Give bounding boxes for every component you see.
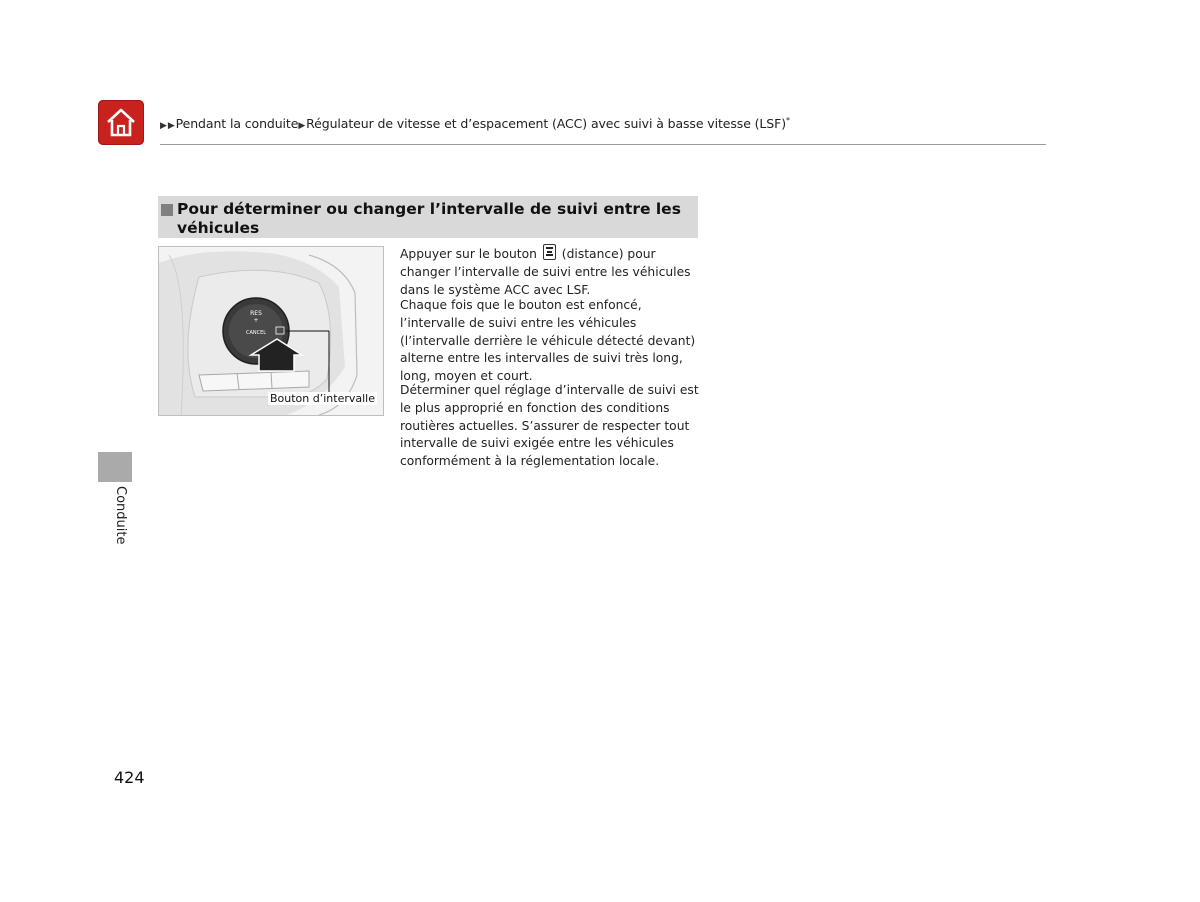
section-title: Pour déterminer ou changer l’intervalle de suivi entre les véhicules xyxy=(177,200,681,237)
breadcrumb-arrow-icon: ▶ xyxy=(167,121,175,132)
section-marker-icon xyxy=(161,204,173,216)
breadcrumb-item-acc[interactable]: Régulateur de vitesse et d’espacement (ACC) avec suivi à basse vitesse (LSF) xyxy=(306,116,787,132)
breadcrumb-item-conduite[interactable]: Pendant la conduite xyxy=(175,116,299,132)
home-icon xyxy=(104,106,138,139)
breadcrumb-arrow-icon: ▶ xyxy=(298,121,306,132)
chapter-label: Conduite xyxy=(113,486,128,545)
header-divider xyxy=(160,144,1046,145)
distance-icon xyxy=(543,244,556,260)
instruction-text-after: (distance) pour changer l’intervalle de suivi entre les véhicules dans le système ACC avec LSF. xyxy=(400,247,691,297)
interval-cycle-paragraph: Chaque fois que le bouton est enfoncé, l’intervalle de suivi entre les véhicules (l’intervalle derrière le véhicule détecté devant) alterne entre les intervalles de suivi très long, long, moyen et court. xyxy=(400,298,696,384)
option-mark: * xyxy=(786,116,790,125)
res-button-label: RES xyxy=(250,310,262,317)
instruction-text-before: Appuyer sur le bouton xyxy=(400,247,537,261)
instruction-paragraph xyxy=(400,244,700,299)
plus-label: + xyxy=(253,317,259,324)
page-number: 424 xyxy=(114,768,145,787)
section-header xyxy=(158,196,698,238)
advice-paragraph: Déterminer quel réglage d’intervalle de suivi est le plus approprié en fonction des conditions routières actuelles. S’assurer de respecter tout intervalle de suivi exigée entre les véhicules conformément à la réglementation locale. xyxy=(400,383,699,469)
steering-wheel-illustration xyxy=(158,246,384,416)
breadcrumb-arrow-icon: ▶ xyxy=(160,121,167,132)
home-button[interactable] xyxy=(98,100,144,145)
breadcrumb xyxy=(160,116,790,131)
interval-button-callout: Bouton d’intervalle xyxy=(270,392,375,405)
chapter-tab[interactable] xyxy=(98,452,132,482)
cancel-button-label: CANCEL xyxy=(245,330,267,336)
